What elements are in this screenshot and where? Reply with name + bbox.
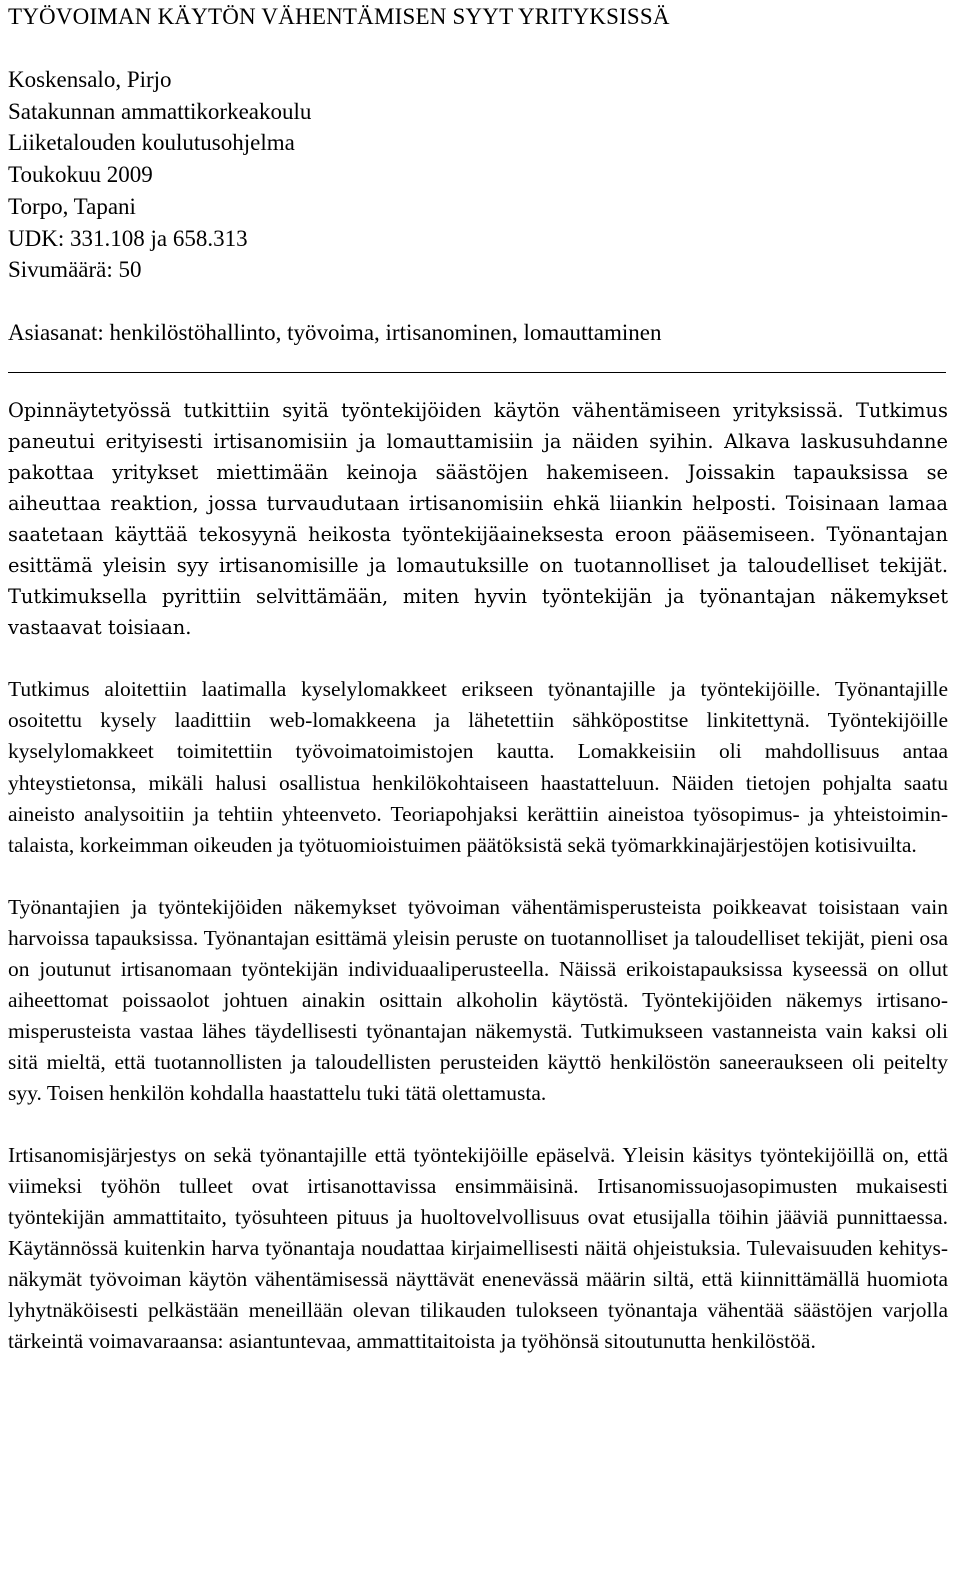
author-name: Koskensalo, Pirjo: [8, 67, 172, 92]
page-count: Sivumäärä: 50: [8, 257, 142, 283]
abstract-paragraph-4: Irtisanomisjärjestys on sekä työnantajille että työntekijöille epäselvä. Yleisin käsitys työntekijöillä on, että viimeksi työhön tulleet ovat irtisanottavissa ensimmäisinä. Irtisanomissuojasopimusten mukaisesti työntekijän ammattitaito, työsuhteen pituus ja huoltovelvollisuus ovat etusijalla töihin jääviä punnittaessa. Käytännössä kuitenkin harva työnantaja noudattaa kirjaimellisesti näitä ohjeistuksia. Tulevaisuuden kehitysnäkymät työvoiman käytön vähentämisessä näyttävät enenevässä määrin siltä, että kiinnittämällä huomiota lyhytnäköisesti pelkästään meneillään olevan tilikauden tulokseen työnantaja vähentää säästöjen varjolla tärkeintä voimavaraansa: asiantuntevaa, ammattitaitoista ja työhönsä sitoutunutta henkilöstöä.: [8, 1142, 948, 1354]
abstract-paragraph-3: Työnantajien ja työntekijöiden näkemykset työvoiman vähentämisperusteista poikkeavat toisistaan vain harvoissa tapauksissa. Työnantajan esittämä yleisin peruste on tuotannolliset ja taloudelliset tekijät, pieni osa on joutunut irtisanomaan työntekijän individuaaliperusteella. Näissä erikoistapauksissa kyseessä on ollut aiheettomat poissaolot johtuen ainakin osittain alkoholin käytöstä. Työntekijöiden näkemys irtisanomisperusteista vastaa lähes täydellisesti työnantajan näkemystä. Tutkimukseen vastanneista vain kaksi oli sitä mieltä, että tuotannollisten ja taloudellisten perusteiden käyttö henkilöstön saneeraukseen oli peitelty syy. Toisen henkilön kohdalla haastattelu tuki tätä olettamusta.: [8, 894, 948, 1105]
supervisor-name: Torpo, Tapani: [8, 193, 136, 219]
keywords-line: Asiasanat: henkilöstöhallinto, työvoima, irtisanominen, lomauttaminen: [8, 320, 662, 345]
abstract-body: [8, 395, 948, 1357]
document-title: TYÖVOIMAN KÄYTÖN VÄHENTÄMISEN SYYT YRITYKSISSÄ: [8, 4, 670, 29]
udk-classification: UDK: 331.108 ja 658.313: [8, 225, 248, 251]
abstract-paragraph-1: Opinnäytetyössä tutkittiin syitä työntekijöiden käytön vähentämiseen yrityksissä. Tutkimus paneutui erityisesti irtisanomisiin ja lomauttamisiin ja näiden syihin. Alkava laskusuhdanne pakottaa yritykset miettimään keinoja säästöjen hakemiseen. Joissakin tapauksissa se aiheuttaa reaktion, jossa turvaudutaan irtisanomisiin ehkä liiankin helposti. Toisinaan lamaa saatetaan käyttää tekosyynä heikosta työntekijäaineksesta eroon pääsemiseen. Työnantajan esittämä yleisin syy irtisanomisille ja lomautuksille on tuotannolliset ja taloudelliset tekijät. Tutkimuksella pyrittiin selvittämään, miten hyvin työntekijän ja työnantajan näkemykset vastaavat toisiaan.: [8, 399, 948, 640]
horizontal-divider: [8, 372, 946, 373]
abstract-paragraph-2: Tutkimus aloitettiin laatimalla kyselylomakkeet erikseen työnantajille ja työntekijöille. Työnantajille osoitettu kysely laadittiin web-lomakkeena ja lähetettiin sähköpostitse linkitettynä. Työntekijöille kyselylomakkeet toimitettiin työvoimatoimistojen kautta. Lomakkeisiin oli mahdollisuus antaa yhteystietonsa, mikäli halusi osallistua henkilökohtaiseen haastatteluun. Näiden tietojen pohjalta saatu aineisto analysoitiin ja tehtiin yhteenveto. Teoriapohjaksi kerättiin aineistoa työsopimus- ja yhteistoimintalaista, korkeimman oikeuden ja työtuomioistuimen päätöksistä sekä työmarkkinajärjestöjen kotisivuilta.: [8, 677, 948, 857]
thesis-metadata: [8, 64, 311, 286]
publication-date: Toukokuu 2009: [8, 162, 153, 188]
institution-name: Satakunnan ammattikorkeakoulu: [8, 98, 312, 124]
degree-programme: Liiketalouden koulutusohjelma: [8, 130, 295, 156]
